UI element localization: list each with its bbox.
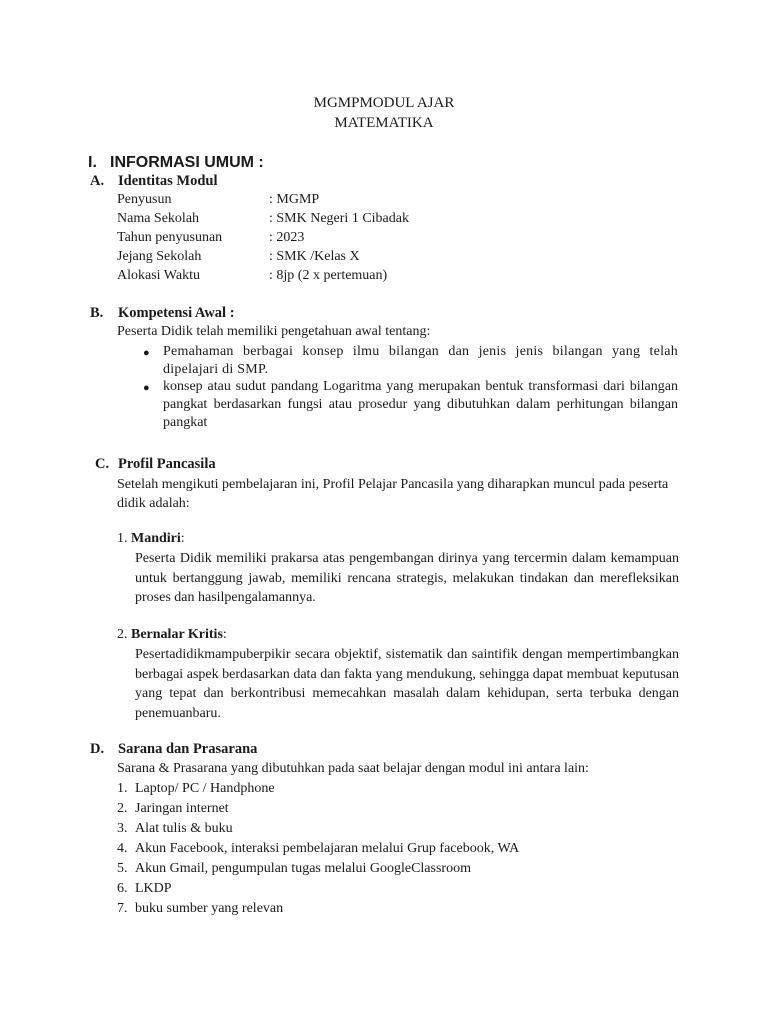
section-c-heading bbox=[95, 455, 395, 475]
item-number: 4. bbox=[117, 841, 128, 856]
pancasila-item-mandiri-text: Peserta Didik memiliki prakarsa atas pengembangan dirinya yang tercermin dalam kemampuan untuk bertanggung jawab, memiliki rencana strategis, melakukan tindakan dan merefleksikan proses dan hasilpengalamannya. bbox=[135, 551, 679, 605]
sarana-item bbox=[117, 780, 275, 798]
item-number: 3. bbox=[117, 821, 128, 836]
section-d-heading bbox=[90, 740, 390, 760]
item-text: Akun Facebook, interaksi pembelajaran melalui Grup facebook, WA bbox=[135, 841, 520, 856]
pancasila-item-bernalar-heading bbox=[117, 626, 227, 644]
section-b-title: Kompetensi Awal : bbox=[118, 305, 235, 321]
item-number: 2. bbox=[117, 801, 128, 816]
sarana-item bbox=[117, 840, 519, 858]
section-d-intro: Sarana & Prasarana yang dibutuhkan pada saat belajar dengan modul ini antara lain: bbox=[117, 761, 589, 776]
item-suffix: : bbox=[222, 627, 227, 642]
section-a-heading bbox=[90, 172, 390, 192]
section-a-letter: A. bbox=[90, 173, 105, 189]
identity-label: Alokasi Waktu bbox=[117, 268, 200, 283]
sarana-item bbox=[117, 880, 172, 898]
item-text: Laptop/ PC / Handphone bbox=[135, 781, 275, 796]
section-b-letter: B. bbox=[90, 305, 104, 321]
section-c-title: Profil Pancasila bbox=[118, 456, 216, 472]
section-c-intro: Setelah mengikuti pembelajaran ini, Profil Pelajar Pancasila yang diharapkan muncul pada peserta didik adalah: bbox=[117, 477, 669, 511]
sarana-item bbox=[117, 800, 229, 818]
identity-label: Nama Sekolah bbox=[117, 211, 200, 226]
bullet-dot: ● bbox=[143, 347, 150, 359]
bullet-dot: ● bbox=[143, 382, 150, 394]
identity-label: Penyusun bbox=[117, 192, 172, 207]
section-d-letter: D. bbox=[90, 741, 105, 757]
item-text: Jaringan internet bbox=[135, 801, 229, 816]
section-d-title: Sarana dan Prasarana bbox=[118, 741, 258, 757]
identity-value: : SMK Negeri 1 Cibadak bbox=[269, 211, 409, 226]
section-b-intro: Peserta Didik telah memiliki pengetahuan awal tentang: bbox=[117, 324, 431, 339]
section-informasi-umum-heading bbox=[88, 153, 264, 174]
item-text: LKDP bbox=[135, 881, 172, 896]
section-number: I. bbox=[88, 154, 97, 171]
item-number: 1. bbox=[117, 781, 128, 796]
item-number: 6. bbox=[117, 881, 128, 896]
sarana-item bbox=[117, 820, 233, 838]
item-number: 5. bbox=[117, 861, 128, 876]
item-text: buku sumber yang relevan bbox=[135, 901, 284, 916]
section-b-bullet-1: Pemahaman berbagai konsep ilmu bilangan dan jenis jenis bilangan yang telah dipelajari di SMP. bbox=[163, 344, 678, 378]
sarana-item bbox=[117, 860, 471, 878]
doc-title-line1: MGMPMODUL AJAR bbox=[313, 95, 455, 111]
pancasila-item-bernalar-text: Pesertadidikmampuberpikir secara objektif, sistematik dan saintifik dengan mempertimbangkan berbagai aspek berdasarkan data dan fakta yang mendukung, sehingga dapat membuat keputusan yang tepat dan berkontribusi memecahkan masalah dalam kehidupan, serta terbuka dengan penemuanbaru. bbox=[135, 647, 679, 721]
sarana-item bbox=[117, 900, 283, 918]
identity-value: : 8jp (2 x pertemuan) bbox=[269, 268, 388, 283]
pancasila-item-mandiri-heading bbox=[117, 530, 185, 548]
item-text: Akun Gmail, pengumpulan tugas melalui GoogleClassroom bbox=[135, 861, 471, 876]
item-number: 7. bbox=[117, 901, 128, 916]
section-b-heading bbox=[90, 304, 390, 324]
doc-title-line2: MATEMATIKA bbox=[334, 115, 434, 131]
section-c-letter: C. bbox=[95, 456, 110, 472]
identity-value: : SMK /Kelas X bbox=[269, 249, 360, 264]
item-number: 2. bbox=[117, 627, 128, 642]
item-title: Bernalar Kritis bbox=[131, 627, 223, 642]
identity-value: : MGMP bbox=[269, 192, 320, 207]
section-a-title: Identitas Modul bbox=[118, 173, 218, 189]
item-suffix: : bbox=[180, 531, 185, 546]
item-number: 1. bbox=[117, 531, 128, 546]
item-text: Alat tulis & buku bbox=[135, 821, 233, 836]
item-title: Mandiri bbox=[131, 531, 181, 546]
identity-label: Jejang Sekolah bbox=[117, 249, 202, 264]
section-title: INFORMASI UMUM : bbox=[110, 154, 264, 171]
identity-label: Tahun penyusunan bbox=[117, 230, 223, 245]
section-b-bullet-2: konsep atau sudut pandang Logaritma yang merupakan bentuk transformasi dari bilangan pangkat berdasarkan fungsi atau prosedur yang dibutuhkan dalam perhitungan bilangan pangkat bbox=[163, 379, 678, 430]
identity-value: : 2023 bbox=[269, 230, 305, 245]
